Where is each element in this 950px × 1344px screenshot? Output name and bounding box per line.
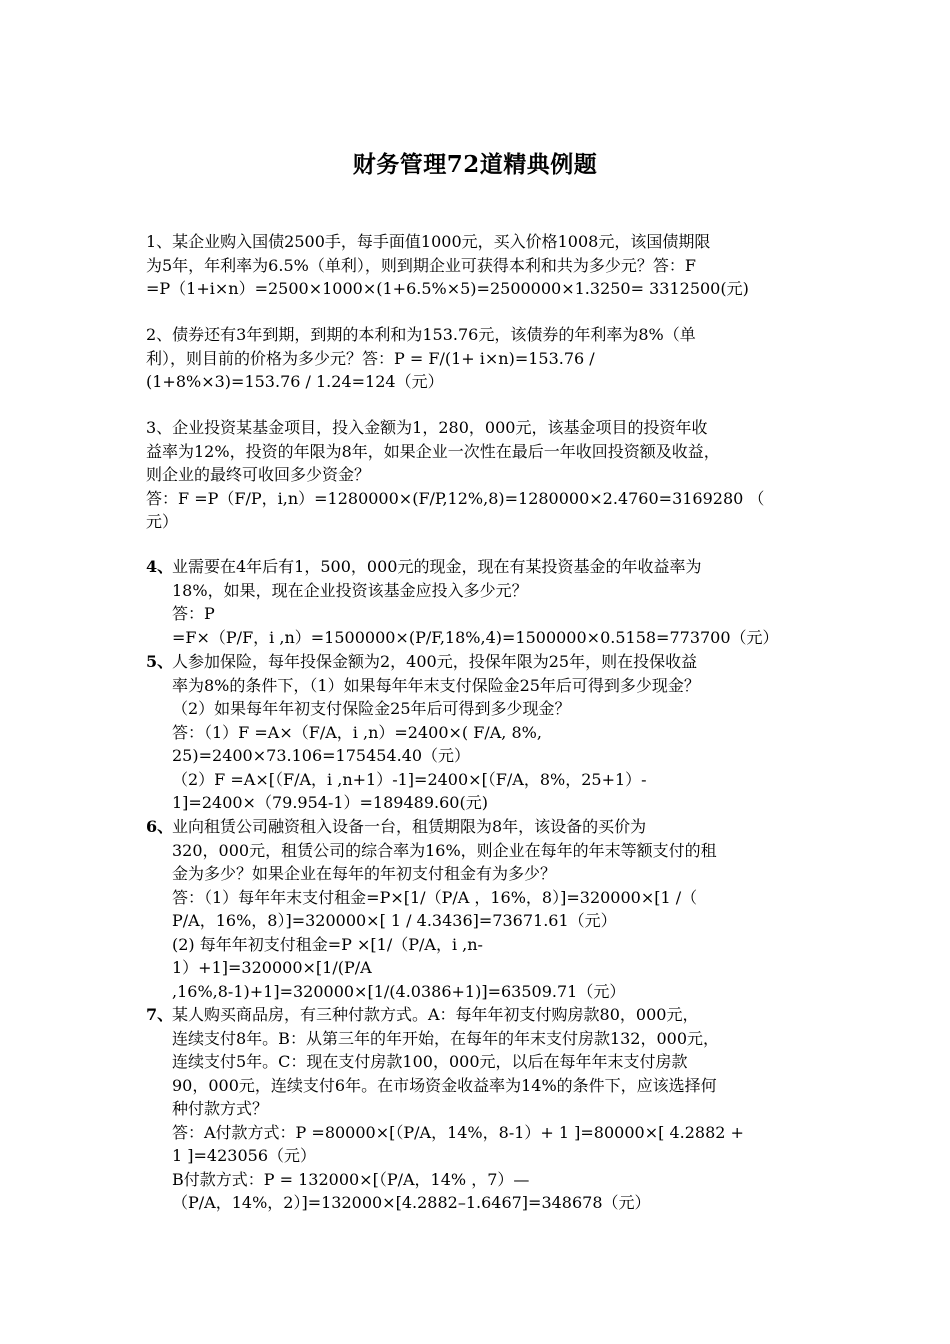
question-6-number: 6、 [146, 817, 174, 836]
question-6-line: 1）+1]=320000×[1/(P/A [172, 958, 372, 977]
question-6-line: (2) 每年年初支付租金=P ×[1/（P/A，i ,n- [172, 934, 483, 954]
question-3-line: 益率为12%，投资的年限为8年，如果企业一次性在最后一年收回投资额及收益， [146, 441, 720, 461]
question-1-line: 为5年，年利率为6.5%（单利），则到期企业可获得本利和共为多少元？答：F [146, 255, 696, 275]
question-2-line: 利），则目前的价格为多少元？答：P = F/(1+ i×n)=153.76 / [146, 348, 595, 368]
question-7-line: 90，000元，连续支付6年。在市场资金收益率为14%的条件下，应该选择何 [172, 1075, 717, 1095]
question-6-line: 金为多少？如果企业在每年的年初支付租金有为多少？ [172, 864, 557, 883]
question-4-line: =F×（P/F，i ,n）=1500000×(P/F,18%,4)=1500000×0.5158=773700（元） [172, 627, 779, 647]
question-7-number: 7、 [146, 1005, 174, 1024]
question-1-line: 1、某企业购入国债2500手，每手面值1000元，买入价格1008元，该国债期限 [146, 232, 711, 251]
question-4-line: 答：P [172, 604, 215, 623]
question-6-line: 业向租赁公司融资租入设备一台，租赁期限为8年，该设备的买价为 [172, 817, 647, 836]
question-5-line: 人参加保险，每年投保金额为2，400元，投保年限为25年，则在投保收益 [172, 652, 698, 671]
question-5-line: 率为8%的条件下，（1）如果每年年末支付保险金25年后可得到多少现金？ [172, 675, 700, 695]
question-7 [172, 1003, 744, 1215]
question-7-line: 1 ]=423056（元） [172, 1146, 316, 1165]
question-5-number: 5、 [146, 652, 174, 671]
question-5-line: 1]=2400×（79.954-1）=189489.60(元) [172, 793, 488, 812]
question-5-line: （2）如果每年年初支付保险金25年后可得到多少现金？ [172, 699, 571, 718]
question-3-line: 元） [146, 512, 179, 531]
question-7-line: 种付款方式？ [172, 1099, 269, 1118]
question-2-line: 2、债券还有3年到期，到期的本利和为153.76元，该债券的年利率为8%（单 [146, 325, 696, 344]
question-7-line: 某人购买商品房，有三种付款方式。A：每年年初支付购房款80，000元， [172, 1005, 699, 1024]
question-3-line: 答：F =P（F/P，i,n）=1280000×(F/P,12%,8)=1280000×2.4760=3169280 （ [146, 488, 765, 508]
question-6-line: 答：（1）每年年末支付租金=P×[1/（P/A ，16%，8）]=320000×[1 /（ [172, 887, 698, 907]
question-7-line: 连续支付5年。C：现在支付房款100，000元，以后在每年年末支付房款 [172, 1052, 688, 1071]
question-2-line: (1+8%×3)=153.76 / 1.24=124（元） [146, 372, 444, 391]
question-5-line: （2）F =A×[（F/A，i ,n+1）-1]=2400×[（F/A，8%，25+1）- [172, 769, 647, 789]
question-1-line: =P（1+i×n）=2500×1000×(1+6.5%×5)=2500000×1.3250= 3312500(元) [146, 279, 749, 298]
question-4-line: 18%，如果，现在企业投资该基金应投入多少元？ [172, 580, 528, 600]
question-4-line: 业需要在4年后有1，500，000元的现金，现在有某投资基金的年收益率为 [172, 557, 702, 576]
question-7-line: 答：A付款方式：P =80000×[（P/A，14%，8-1）+ 1 ]=80000×[ 4.2882 + [172, 1122, 744, 1142]
question-5-line: 25)=2400×73.106=175454.40（元） [172, 746, 471, 765]
question-7-line: （P/A，14%，2）]=132000×[4.2882–1.6467]=348678（元） [172, 1193, 651, 1212]
question-4 [172, 555, 779, 649]
question-7-line: B付款方式：P = 132000×[（P/A，14% ，7）— [172, 1169, 530, 1189]
question-1 [146, 230, 749, 301]
question-7-line: 连续支付8年。B：从第三年的年开始，在每年的年末支付房款132，000元， [172, 1028, 720, 1048]
question-6 [172, 815, 717, 1003]
question-2 [146, 323, 696, 394]
question-4-number: 4、 [146, 557, 174, 576]
question-5 [172, 650, 700, 815]
question-3-line: 则企业的最终可收回多少资金？ [146, 465, 371, 484]
page-title: 财务管理72道精典例题 [352, 151, 598, 178]
question-5-line: 答：（1）F =A×（F/A，i ,n）=2400×( F/A, 8%, [172, 722, 542, 742]
question-3 [146, 416, 764, 534]
question-6-line: 320，000元，租赁公司的综合率为16%，则企业在每年的年末等额支付的租 [172, 840, 717, 860]
question-3-line: 3、企业投资某基金项目，投入金额为1，280，000元，该基金项目的投资年收 [146, 418, 708, 437]
question-6-line: P/A，16%，8）]=320000×[ 1 / 4.3436]=73671.61（元） [172, 911, 617, 930]
question-6-line: ,16%,8-1)+1]=320000×[1/(4.0386+1)]=63509.71（元） [172, 981, 626, 1001]
